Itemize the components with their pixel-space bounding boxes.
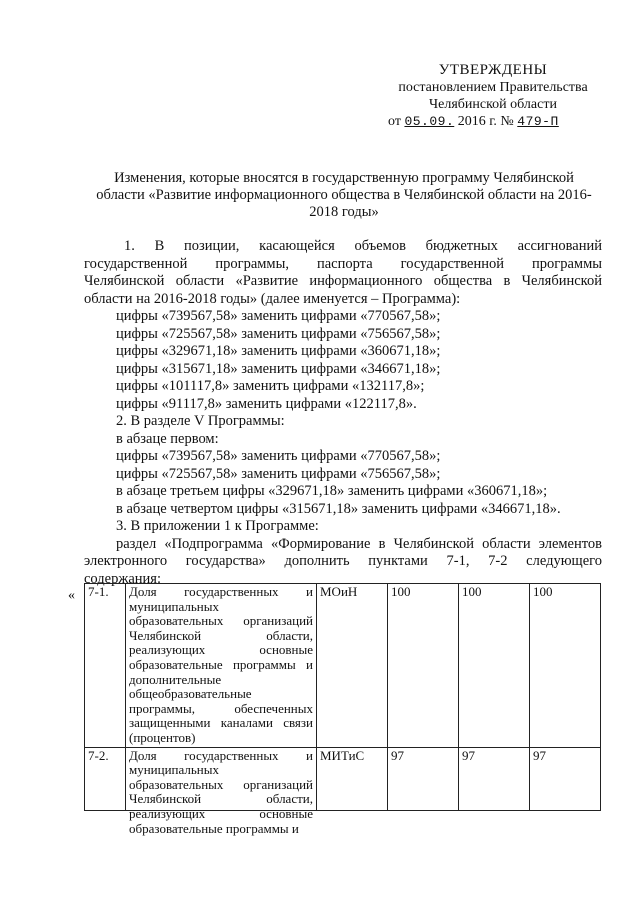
- date-day: 05.09.: [404, 114, 455, 129]
- responsible-body: МИТиС: [317, 747, 388, 810]
- paragraph-1-line-3: Челябинской области «Развитие информационного общества в Челябинской: [84, 273, 602, 289]
- date-prefix: от: [388, 114, 401, 129]
- heading-line-2: области «Развитие информационного общества в Челябинской области на 2016-: [96, 187, 592, 203]
- heading-line-3: 2018 годы»: [309, 204, 379, 220]
- paragraph-2-replace-3: в абзаце третьем цифры «329671,18» заменить цифрами «360671,18»;: [116, 483, 548, 499]
- replace-line-3: цифры «329671,18» заменить цифрами «360671,18»;: [116, 343, 441, 359]
- replace-line-5: цифры «101117,8» заменить цифрами «132117,8»;: [116, 378, 425, 394]
- document-body: [84, 238, 602, 588]
- approval-line-2: Челябинской области: [429, 97, 557, 112]
- paragraph-1-line-4: области на 2016-2018 годы» (далее именуется – Программа):: [84, 290, 461, 307]
- approval-date-line: [380, 113, 606, 130]
- document-heading: [84, 170, 604, 221]
- program-indicators-table: [84, 583, 601, 836]
- date-year: 2016 г. №: [457, 114, 514, 129]
- value-2017: 100: [459, 584, 530, 748]
- paragraph-3-line-3: содержания:: [84, 570, 162, 587]
- indicator-name: [126, 747, 317, 836]
- heading-line-1: Изменения, которые вносятся в государственную программу Челябинской: [114, 170, 574, 186]
- value-2017: 97: [459, 747, 530, 810]
- table-row: [85, 747, 601, 810]
- paragraph-1-line-2: государственной программы, паспорта государственной программы: [84, 255, 602, 272]
- approval-title: УТВЕРЖДЕНЫ: [438, 62, 548, 78]
- row-number: 7-1.: [85, 584, 126, 748]
- paragraph-2-replace-4: в абзаце четвертом цифры «315671,18» заменить цифрами «346671,18».: [116, 500, 561, 517]
- approval-line-1: постановлением Правительства: [398, 80, 588, 95]
- indicator-name: Доля государственных и муниципальных образовательных организаций Челябинской области, реализующих основные образовательные программы и дополнительные общеобразовательные программы, обеспеченных защищенными каналами связи (процентов): [126, 584, 317, 748]
- paragraph-2-replace-2: цифры «725567,58» заменить цифрами «756567,58»;: [116, 465, 441, 482]
- value-2018: 97: [530, 747, 601, 810]
- value-2016: 97: [388, 747, 459, 810]
- paragraph-3-line-1: раздел «Подпрограмма «Формирование в Челябинской области элементов: [116, 535, 602, 552]
- replace-line-4: цифры «315671,18» заменить цифрами «346671,18»;: [116, 360, 441, 377]
- opening-quote-mark: «: [68, 588, 75, 603]
- paragraph-3-line-2: электронного государства» дополнить пунктами 7-1, 7-2 следующего: [84, 553, 602, 569]
- table-row: [85, 584, 601, 748]
- approval-stamp: [380, 62, 606, 130]
- paragraph-3-title: 3. В приложении 1 к Программе:: [116, 518, 319, 534]
- replace-line-2: цифры «725567,58» заменить цифрами «756567,58»;: [116, 325, 441, 342]
- replace-line-1: цифры «739567,58» заменить цифрами «770567,58»;: [116, 308, 441, 324]
- row-number: 7-2.: [85, 747, 126, 810]
- replace-line-6: цифры «91117,8» заменить цифрами «122117,8».: [116, 395, 417, 412]
- value-2018: 100: [530, 584, 601, 748]
- paragraph-1-line-1: 1. В позиции, касающейся объемов бюджетных ассигнований: [124, 238, 602, 254]
- paragraph-2-title: 2. В разделе V Программы:: [116, 413, 285, 429]
- paragraph-2-subtitle: в абзаце первом:: [116, 430, 219, 447]
- paragraph-2-replace-1: цифры «739567,58» заменить цифрами «770567,58»;: [116, 448, 441, 464]
- decree-number: 479-П: [517, 114, 559, 129]
- indicator-name-text: Доля государственных и муниципальных образовательных организаций Челябинской области, реализующих основные образовательные программы и: [129, 747, 313, 836]
- value-2016: 100: [388, 584, 459, 748]
- responsible-body: МОиН: [317, 584, 388, 748]
